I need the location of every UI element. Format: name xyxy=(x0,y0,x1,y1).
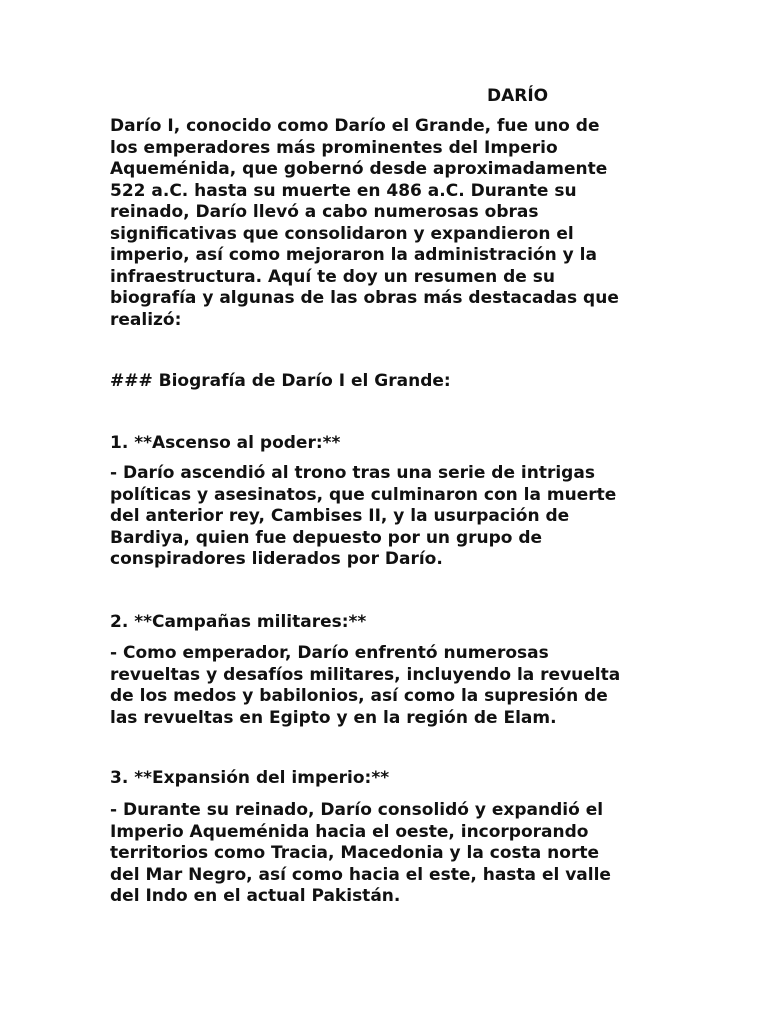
document-title: DARÍO xyxy=(487,86,549,106)
section-heading: ### Biografía de Darío I el Grande: xyxy=(110,371,451,391)
item-title-ascenso: 1. **Ascenso al poder:** xyxy=(110,433,341,453)
item-title-expansion: 3. **Expansión del imperio:** xyxy=(110,768,390,788)
item-body-campanas: - Como emperador, Darío enfrentó numerosas revueltas y desafíos militares, incluyendo la revuelta de los medos y babilonios, así como la supresión de las revueltas en Egipto y en la región de Elam. xyxy=(110,643,621,728)
item-body-ascenso: - Darío ascendió al trono tras una serie de intrigas políticas y asesinatos, que culminaron con la muerte del anterior rey, Cambises II, y la usurpación de Bardiya, quien fue depuesto por un grupo de conspiradores liderados por Darío. xyxy=(110,463,617,569)
intro-paragraph: Darío I, conocido como Darío el Grande, fue uno de los emperadores más prominentes del Imperio Aqueménida, que gobernó desde aproximadamente 522 a.C. hasta su muerte en 486 a.C. Durante su reinado, Darío llevó a cabo numerosas obras significativas que consolidaron y expandieron el imperio, así como mejoraron la administración y la infraestructura. Aquí te doy un resumen de su biografía y algunas de las obras más destacadas que realizó: xyxy=(110,116,619,330)
item-title-campanas: 2. **Campañas militares:** xyxy=(110,612,367,632)
item-body-expansion: - Durante su reinado, Darío consolidó y expandió el Imperio Aqueménida hacia el oeste, incorporando territorios como Tracia, Macedonia y la costa norte del Mar Negro, así como hacia el este, hasta el valle del Indo en el actual Pakistán. xyxy=(110,800,611,906)
